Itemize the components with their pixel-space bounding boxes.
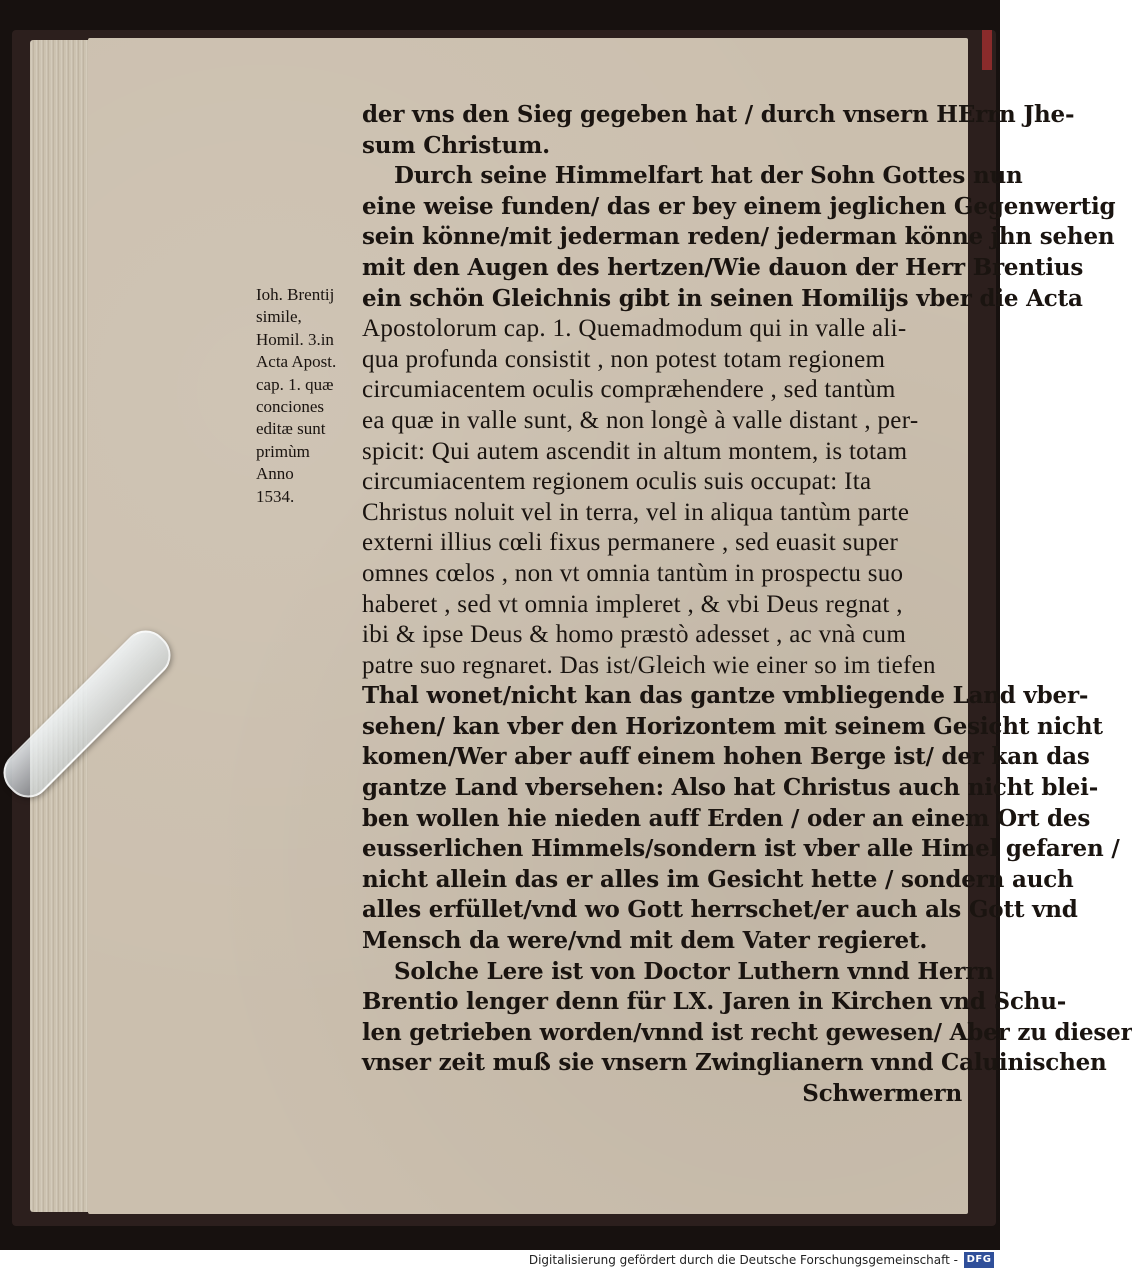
margin-note-line: editӕ sunt	[256, 419, 326, 439]
text-line: Durch seine Himmelfart hat der Sohn Gottes nun	[394, 162, 1023, 190]
text-line: qua profunda consistit , non potest totam regionem	[362, 345, 886, 373]
text-line: circumiacentem regionem oculis suis occupat: Ita	[362, 468, 872, 496]
text-line: sehen/ kan vber den Horizontem mit seinem Gesicht nicht	[362, 712, 1103, 740]
margin-note-line: Homil. 3.in	[256, 329, 334, 349]
text-line: patre suo regnaret. Das ist/Gleich wie einer so im tiefen	[362, 651, 936, 679]
margin-note-line: conciones	[256, 397, 324, 417]
ribbon-marker	[982, 30, 992, 70]
footer-credit: Digitalisierung gefördert durch die Deutsche Forschungsgemeinschaft -	[528, 1253, 958, 1267]
margin-note-line: cap. 1. quӕ	[256, 374, 334, 394]
text-line: Apostolorum cap. 1. Quemadmodum qui in valle ali-	[362, 315, 907, 343]
margin-note-line: Acta Apost.	[256, 352, 337, 372]
text-line: alles erfüllet/vnd wo Gott herrschet/er auch als Gott vnd	[362, 896, 1078, 924]
text-line: haberet , sed vt omnia impleret , & vbi Deus regnat ,	[362, 590, 903, 618]
text-line: ibi & ipse Deus & homo prӕstò adesset , ac vnà cum	[362, 621, 907, 649]
text-line: Schwermern	[802, 1080, 962, 1107]
text-line: mit den Augen des hertzen/Wie dauon der Herr Brentius	[362, 253, 1084, 281]
text-line: ein schön Gleichnis gibt in seinen Homilijs vber die Acta	[362, 284, 1083, 312]
text-line: vnser zeit muß sie vnsern Zwinglianern vnnd Caluinischen	[362, 1049, 1107, 1077]
text-line: gantze Land vbersehen: Also hat Christus auch nicht blei-	[362, 774, 1099, 802]
text-line: externi illius cœli fixus permanere , sed euasit super	[362, 529, 899, 557]
text-line: omnes cœlos , non vt omnia tantùm in prospectu suo	[362, 559, 904, 587]
text-line: eusserlichen Himmels/sondern ist vber alle Himel gefaren /	[362, 835, 1120, 863]
text-line: nicht allein das er alles im Gesicht hette / sondern auch	[362, 865, 1074, 893]
text-line: Solche Lere ist von Doctor Luthern vnnd Herrn	[394, 957, 994, 985]
text-line: komen/Wer aber auff einem hohen Berge ist/ der kan das	[362, 743, 1090, 771]
text-line: eine weise funden/ das er bey einem jeglichen Gegenwertig	[362, 192, 1116, 220]
text-line: circumiacentem oculis comprӕhendere , sed tantùm	[362, 376, 896, 404]
body-text	[362, 100, 1132, 1110]
text-line: sum Christum.	[362, 131, 550, 159]
margin-note-line: simile,	[256, 307, 302, 327]
text-line: ea quӕ in valle sunt, & non longè à valle distant , per-	[362, 406, 919, 434]
margin-note	[256, 284, 360, 508]
text-line: Christus noluit vel in terra, vel in aliqua tantùm parte	[362, 498, 910, 526]
text-line: sein könne/mit jederman reden/ jederman könne jhn sehen	[362, 223, 1115, 251]
text-line: der vns den Sieg gegeben hat / durch vnsern HErrn Jhe-	[362, 101, 1075, 128]
margin-note-line: primùm	[256, 441, 310, 461]
text-line: ben wollen hie nieden auff Erden / oder an einem Ort des	[362, 804, 1091, 832]
margin-note-line: Ioh. Brentij	[256, 285, 335, 304]
text-line: len getrieben worden/vnnd ist recht gewesen/ Aber zu dieser	[362, 1018, 1132, 1046]
margin-note-line: Anno	[256, 464, 294, 484]
text-line: spicit: Qui autem ascendit in altum montem, is totam	[362, 437, 908, 465]
text-line: Brentio lenger denn für LX. Jaren in Kirchen vnd Schu-	[362, 988, 1067, 1016]
text-line: Mensch da were/vnd mit dem Vater regieret.	[362, 927, 928, 955]
dfg-logo: DFG	[964, 1252, 994, 1268]
margin-note-line: 1534.	[256, 486, 295, 506]
text-line: Thal wonet/nicht kan das gantze vmbliegende Land vber-	[362, 682, 1089, 710]
